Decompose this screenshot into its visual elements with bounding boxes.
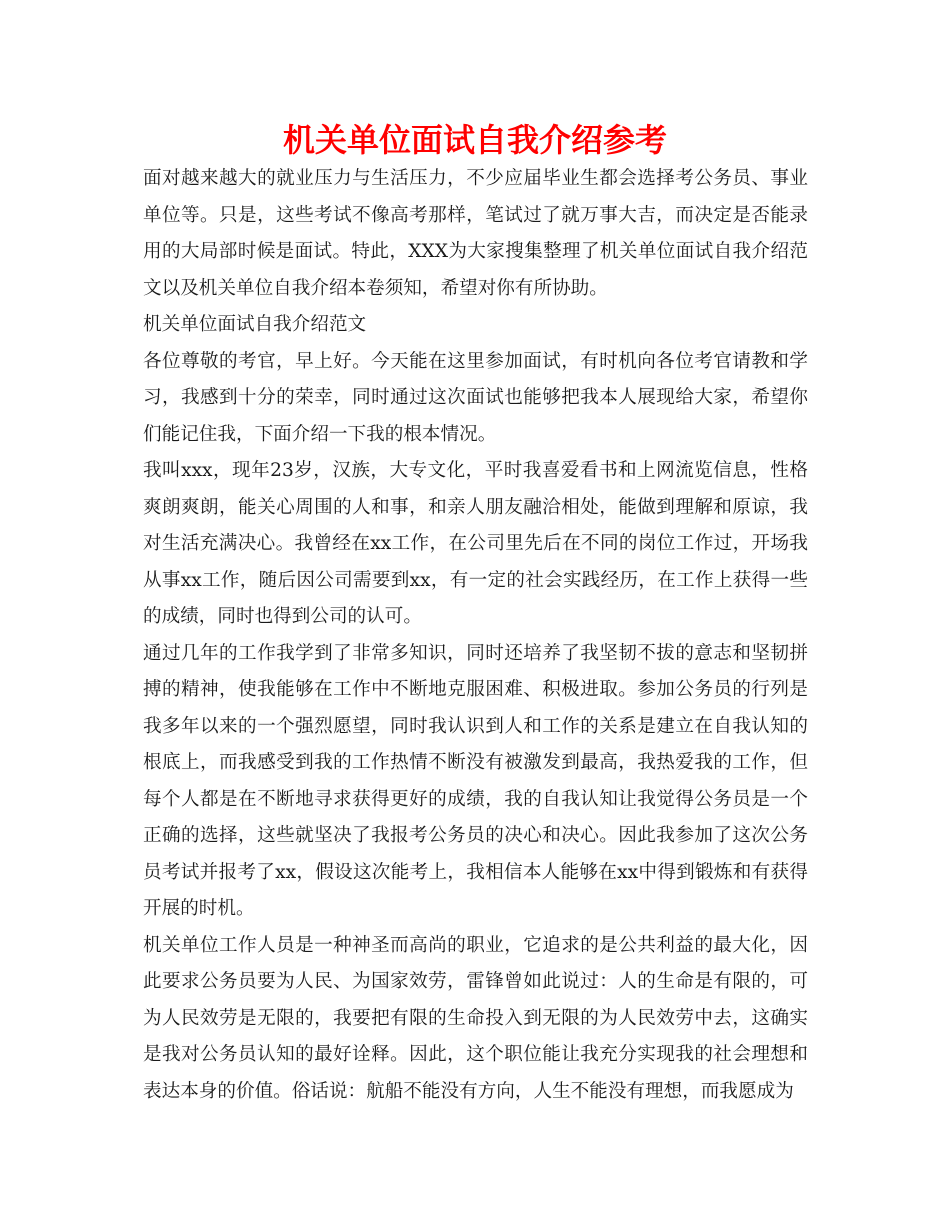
document-body — [143, 161, 808, 1110]
experience-paragraph: 通过几年的工作我学到了非常多知识，同时还培养了我坚韧不拔的意志和坚韧拼搏的精神，使我能够在工作中不断地克服困难、积极进取。参加公务员的行列是我多年以来的一个强烈愿望，同时我认识到人和工作的关系是建立在自我认知的根底上，而我感受到我的工作热情不断没有被激发到最高，我热爱我的工作，但每个人都是在不断地寻求获得更好的成绩，我的自我认知让我觉得公务员是一个正确的选择，这些就坚决了我报考公务员的决心和决心。因此我参加了这次公务员考试并报考了xx，假设这次能考上，我相信本人能够在xx中得到锻炼和有获得开展的时机。 — [143, 642, 808, 919]
greeting-paragraph: 各位尊敬的考官，早上好。今天能在这里参加面试，有时机向各位考官请教和学习，我感到十分的荣幸，同时通过这次面试也能够把我本人展现给大家，希望你们能记住我，下面介绍一下我的根本情况。 — [143, 350, 808, 445]
document-title: 机关单位面试自我介绍参考 — [282, 121, 667, 159]
intro-paragraph: 面对越来越大的就业压力与生活压力，不少应届毕业生都会选择考公务员、事业单位等。只是，这些考试不像高考那样，笔试过了就万事大吉，而决定是否能录用的大局部时候是面试。特此，XXX为大家搜集整理了机关单位面试自我介绍范文以及机关单位自我介绍本卷须知，希望对你有所协助。 — [143, 168, 808, 299]
personal-info-paragraph: 我叫xxx，现年23岁，汉族，大专文化，平时我喜爱看书和上网流览信息，性格爽朗爽朗，能关心周围的人和事，和亲人朋友融洽相处，能做到理解和原谅，我对生活充满决心。我曾经在xx工作，在公司里先后在不同的岗位工作过，开场我从事xx工作，随后因公司需要到xx，有一定的社会实践经历，在工作上获得一些的成绩，同时也得到公司的认可。 — [143, 460, 808, 627]
section-heading: 机关单位面试自我介绍范文 — [143, 314, 367, 335]
civil-service-paragraph: 机关单位工作人员是一种神圣而高尚的职业，它追求的是公共利益的最大化，因此要求公务员要为人民、为国家效劳，雷锋曾如此说过：人的生命是有限的，可为人民效劳是无限的，我要把有限的生命投入到无限的为人民效劳中去，这确实是我对公务员认知的最好诠释。因此，这个职位能让我充分实现我的社会理想和表达本身的价值。俗话说：航船不能没有方向，人生不能没有理想，而我愿成为 — [143, 934, 808, 1102]
